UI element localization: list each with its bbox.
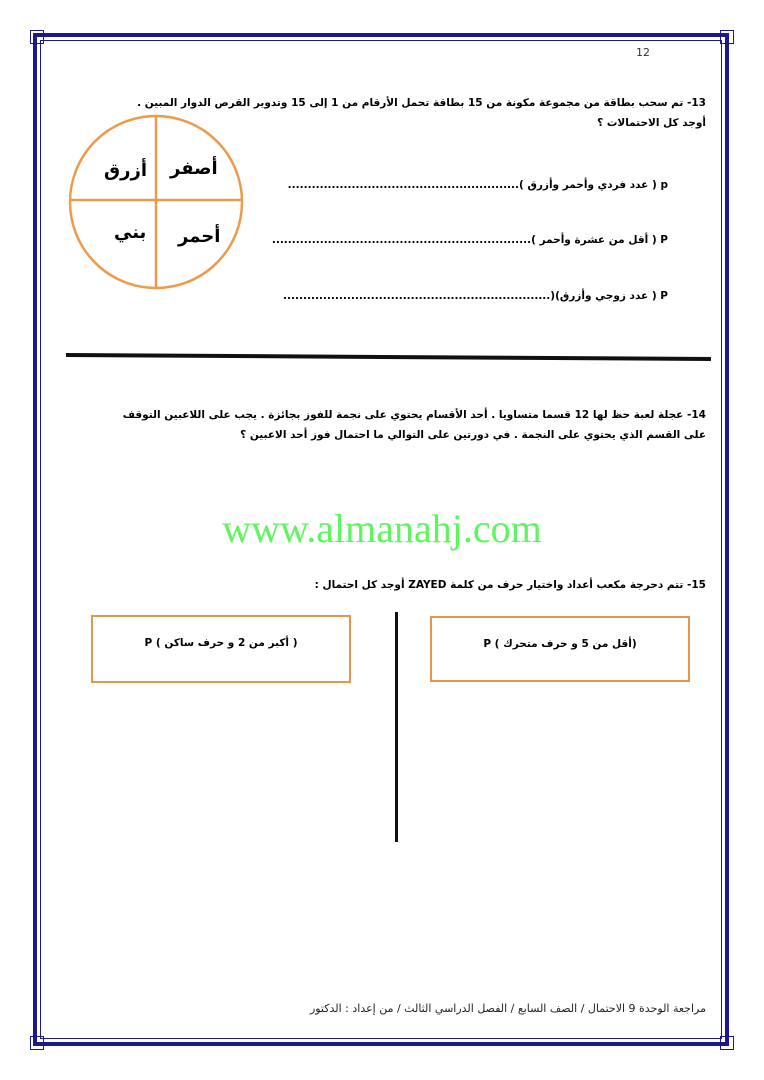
q13-answer-line-2: P ( أقل من عشرة وأحمر )................................................................. <box>271 234 668 246</box>
corner-ornament <box>30 30 44 44</box>
vertical-divider <box>395 612 398 842</box>
answer-box-left-label: ( أكبر من 2 و حرف ساكن ) P <box>144 637 298 649</box>
page-number: 12 <box>636 46 650 59</box>
q13-answer-line-3: P ( عدد زوجي وأزرق)(................................................................... <box>283 290 668 302</box>
answer-box-right <box>430 616 690 682</box>
corner-ornament <box>30 1036 44 1050</box>
corner-ornament <box>720 1036 734 1050</box>
answer-box-right-label: (أقل من 5 و حرف متحرك ) P <box>483 638 637 650</box>
spinner-diagram <box>68 114 244 294</box>
answer-box-left <box>91 615 351 683</box>
watermark: www.almanahj.com <box>222 506 542 551</box>
spinner-label-blue: أزرق <box>104 160 147 181</box>
question-15-text: 15- تتم دحرجة مكعب أعداد واختيار حرف من كلمة ZAYED أوجد كل احتمال : <box>314 579 706 591</box>
q13-answer-line-1: p ( عدد فردي وأحمر وأزرق ).......................................................... <box>287 179 668 191</box>
corner-ornament <box>720 30 734 44</box>
spinner-label-brown: بني <box>114 222 147 243</box>
question-14-text: 14- عجلة لعبة حظ لها 12 قسما متساويا . أحد الأقسام يحتوي على نجمة للفوز بجائزة . يجب على اللاعبين التوقف على القسم الذي يحتوي على النجمة . في دورتين على التوالي ما احتمال فوز أحد الاعبين ؟ <box>122 409 706 441</box>
spinner-label-yellow: أصفر <box>170 158 218 179</box>
question-13-text: 13- تم سحب بطاقة من مجموعة مكونة من 15 بطاقة تحمل الأرقام من 1 إلى 15 وتدوير القرص الدوار المبين . أوجد كل الاحتمالات ؟ <box>137 97 706 129</box>
page-footer: مراجعة الوحدة 9 الاحتمال / الصف السابع / الفصل الدراسي الثالث / من إعداد : الدكتور <box>309 1002 706 1015</box>
spinner-label-red: أحمر <box>178 226 221 247</box>
